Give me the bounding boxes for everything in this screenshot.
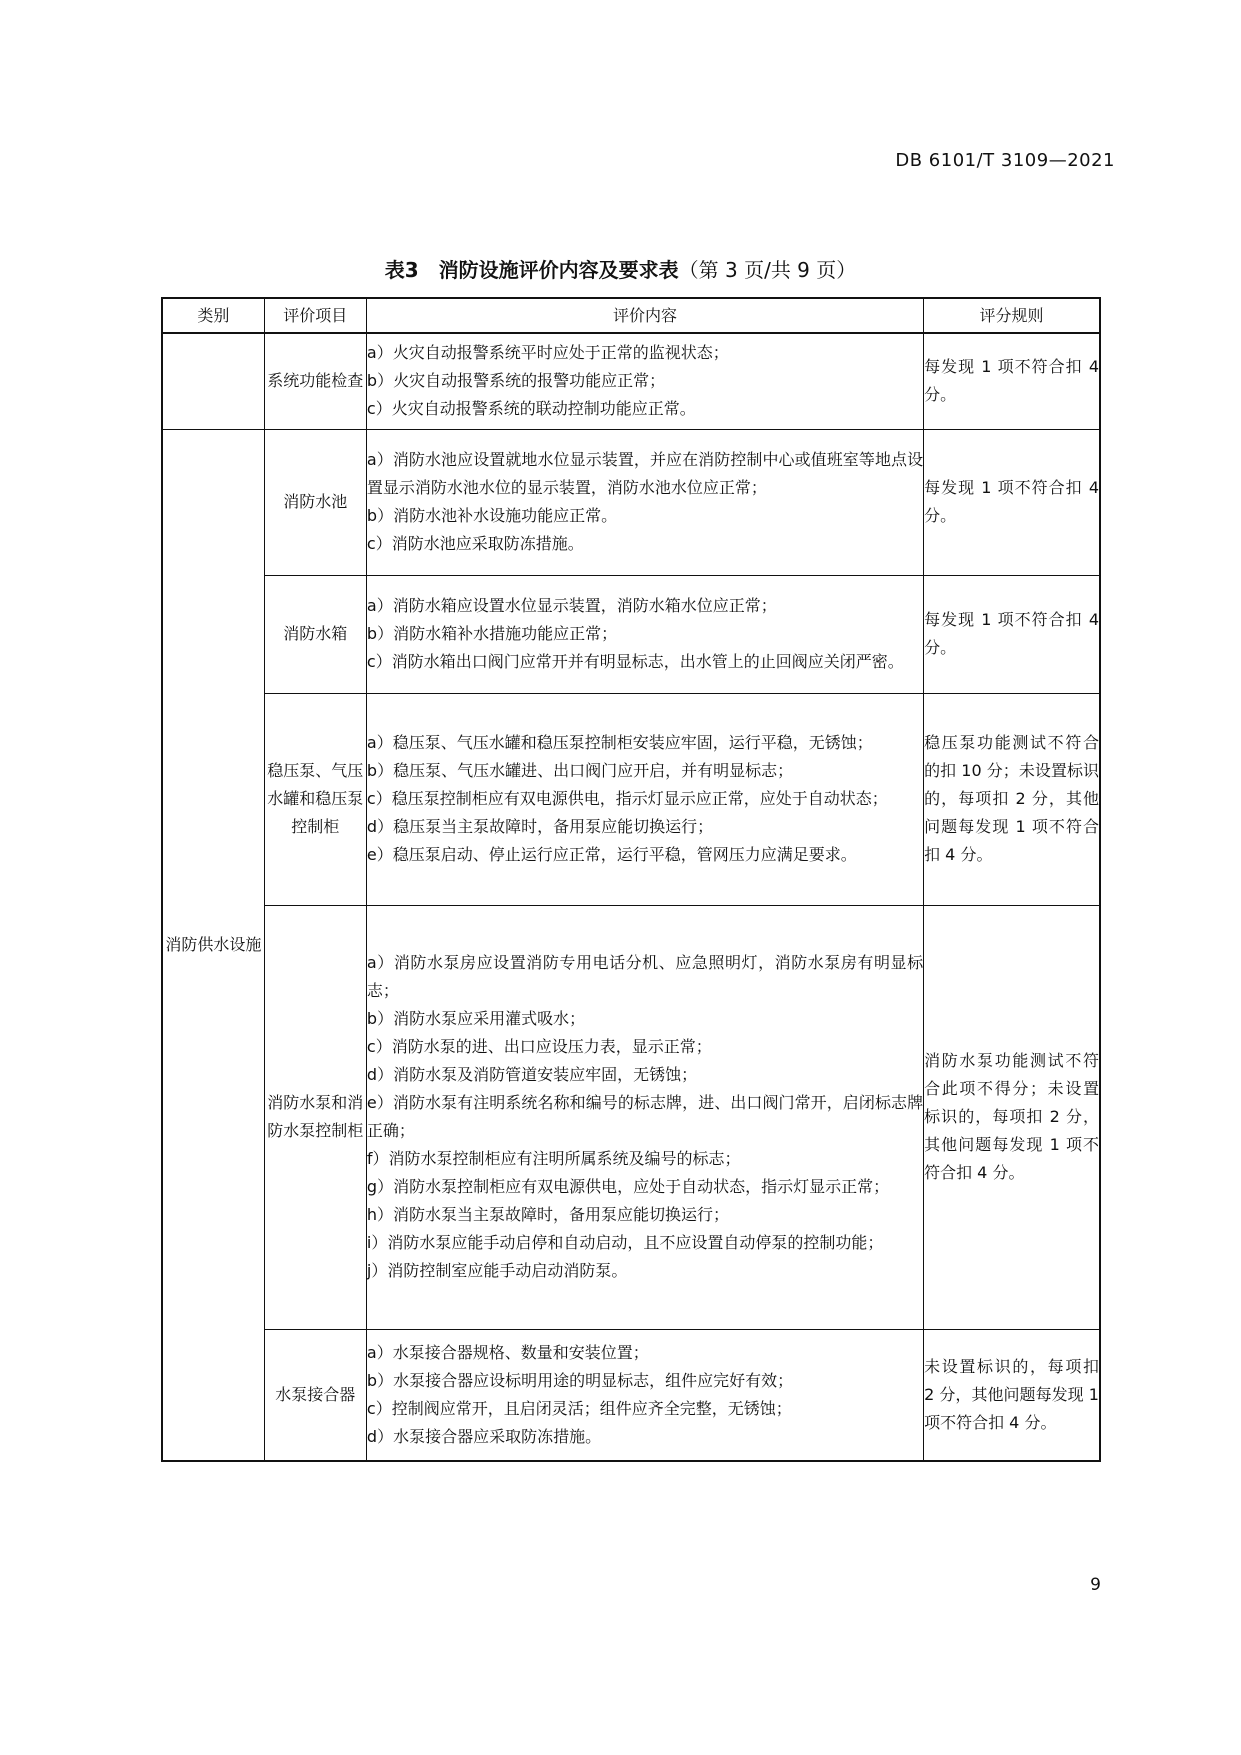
scoring-rule-cell: 每发现 1 项不符合扣 4 分。 bbox=[924, 575, 1100, 693]
table-row bbox=[162, 1329, 1100, 1461]
scoring-rule-cell: 消防水泵功能测试不符合此项不得分；未设置标识的，每项扣 2 分，其他问题每发现 1 项不符合扣 4 分。 bbox=[924, 905, 1100, 1329]
content-line: i）消防水泵应能手动启停和自动启动，且不应设置自动停泵的控制功能； bbox=[366, 1233, 884, 1252]
scoring-rule-cell: 稳压泵功能测试不符合的扣 10 分；未设置标识的，每项扣 2 分，其他问题每发现 1 项不符合扣 4 分。 bbox=[924, 693, 1100, 905]
evaluation-item-cell: 消防水泵和消防水泵控制柜 bbox=[264, 905, 366, 1329]
scoring-rule-cell: 每发现 1 项不符合扣 4 分。 bbox=[924, 333, 1100, 429]
evaluation-content-cell bbox=[366, 333, 923, 429]
content-line: c）消防水箱出口阀门应常开并有明显标志，出水管上的止回阀应关闭严密。 bbox=[366, 652, 904, 671]
column-header-content: 评价内容 bbox=[366, 298, 923, 333]
content-line: b）稳压泵、气压水罐进、出口阀门应开启，并有明显标志； bbox=[366, 761, 794, 780]
table-row bbox=[162, 905, 1100, 1329]
evaluation-item-cell: 稳压泵、气压水罐和稳压泵控制柜 bbox=[264, 693, 366, 905]
table-row bbox=[162, 575, 1100, 693]
content-line: j）消防控制室应能手动启动消防泵。 bbox=[366, 1261, 628, 1280]
page-number: 9 bbox=[1090, 1575, 1101, 1595]
content-line: d）水泵接合器应采取防冻措施。 bbox=[366, 1426, 602, 1446]
content-line: c）稳压泵控制柜应有双电源供电，指示灯显示应正常，应处于自动状态； bbox=[366, 789, 888, 808]
scoring-rule-cell: 未设置标识的，每项扣 2 分，其他问题每发现 1 项不符合扣 4 分。 bbox=[924, 1329, 1100, 1461]
scoring-rule-cell: 每发现 1 项不符合扣 4 分。 bbox=[924, 429, 1100, 575]
column-header-item: 评价项目 bbox=[264, 298, 366, 333]
evaluation-item-cell: 水泵接合器 bbox=[264, 1329, 366, 1461]
content-line: h）消防水泵当主泵故障时，备用泵应能切换运行； bbox=[366, 1205, 730, 1224]
table-header-row bbox=[162, 298, 1100, 333]
content-line: b）消防水箱补水措施功能应正常； bbox=[366, 624, 618, 643]
content-line: g）消防水泵控制柜应有双电源供电，应处于自动状态，指示灯显示正常； bbox=[366, 1177, 890, 1196]
content-line: a）稳压泵、气压水罐和稳压泵控制柜安装应牢固，运行平稳，无锈蚀； bbox=[366, 733, 873, 752]
content-line: e）稳压泵启动、停止运行应正常，运行平稳，管网压力应满足要求。 bbox=[366, 845, 857, 864]
table-row bbox=[162, 333, 1100, 429]
evaluation-item-cell: 系统功能检查 bbox=[264, 333, 366, 429]
content-line: d）消防水泵及消防管道安装应牢固，无锈蚀； bbox=[366, 1065, 698, 1084]
document-code: DB 6101/T 3109—2021 bbox=[895, 150, 1115, 171]
content-line: a）消防水箱应设置水位显示装置，消防水箱水位应正常； bbox=[366, 596, 777, 615]
category-cell: 消防供水设施 bbox=[162, 429, 264, 1461]
content-line: c）火灾自动报警系统的联动控制功能应正常。 bbox=[366, 399, 696, 419]
content-line: a）水泵接合器规格、数量和安装位置； bbox=[366, 1342, 649, 1362]
table-row bbox=[162, 693, 1100, 905]
evaluation-content-cell bbox=[366, 905, 923, 1329]
evaluation-content-cell bbox=[366, 575, 923, 693]
evaluation-content-cell bbox=[366, 693, 923, 905]
table-body bbox=[162, 333, 1100, 1461]
column-header-rule: 评分规则 bbox=[924, 298, 1100, 333]
evaluation-content-cell bbox=[366, 1329, 923, 1461]
content-line: a）火灾自动报警系统平时应处于正常的监视状态； bbox=[366, 343, 729, 363]
content-line: e）消防水泵有注明系统名称和编号的标志牌，进、出口阀门常开，启闭标志牌正确； bbox=[366, 1093, 924, 1140]
content-line: d）稳压泵当主泵故障时，备用泵应能切换运行； bbox=[366, 817, 714, 836]
category-cell bbox=[162, 333, 264, 429]
content-line: b）消防水池补水设施功能应正常。 bbox=[366, 506, 618, 525]
content-line: f）消防水泵控制柜应有注明所属系统及编号的标志； bbox=[366, 1149, 741, 1168]
content-line: c）消防水池应采取防冻措施。 bbox=[366, 534, 584, 553]
column-header-category: 类别 bbox=[162, 298, 264, 333]
content-line: a）消防水池应设置就地水位显示装置，并应在消防控制中心或值班室等地点设置显示消防水池水位的显示装置，消防水池水位应正常； bbox=[366, 450, 924, 497]
content-line: b）消防水泵应采用灌式吸水； bbox=[366, 1009, 586, 1028]
table-title-page-info: （第 3 页/共 9 页） bbox=[678, 258, 857, 282]
content-line: c）消防水泵的进、出口应设压力表，显示正常； bbox=[366, 1037, 712, 1056]
content-line: c）控制阀应常开，且启闭灵活；组件应齐全完整，无锈蚀； bbox=[366, 1398, 792, 1418]
content-line: a）消防水泵房应设置消防专用电话分机、应急照明灯，消防水泵房有明显标志； bbox=[366, 953, 924, 1000]
table-title-main: 表3 消防设施评价内容及要求表 bbox=[384, 258, 679, 282]
evaluation-content-cell bbox=[366, 429, 923, 575]
content-line: b）火灾自动报警系统的报警功能应正常； bbox=[366, 371, 666, 391]
evaluation-item-cell: 消防水池 bbox=[264, 429, 366, 575]
evaluation-table bbox=[161, 297, 1101, 1462]
content-line: b）水泵接合器应设标明用途的明显标志，组件应完好有效； bbox=[366, 1370, 794, 1390]
evaluation-item-cell: 消防水箱 bbox=[264, 575, 366, 693]
table-row bbox=[162, 429, 1100, 575]
table-title bbox=[0, 254, 1241, 283]
